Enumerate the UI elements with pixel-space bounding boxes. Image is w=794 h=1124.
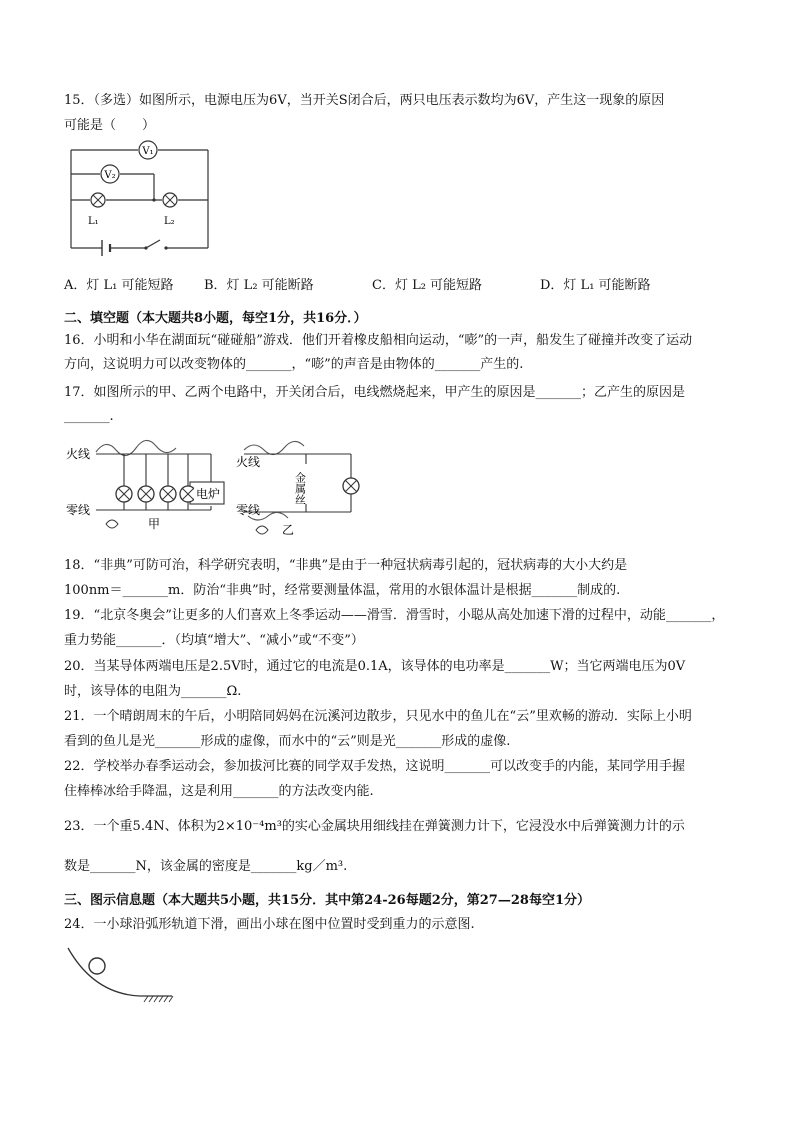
q15-line1: 15．（多选）如图所示，电源电压为6V，当开关S闭合后，两只电压表示数均为6V，产生这一现象的原因 (64, 93, 665, 108)
q21-line1: 21．一个晴朗周末的午后，小明陪同妈妈在沅溪河边散步，只见水中的鱼儿在“云”里欢畅的游动．实际上小明 (64, 709, 692, 724)
q22-line1: 22．学校举办春季运动会，参加拔河比赛的同学双手发热，这说明_______可以改变手的内能，某同学用手握 (64, 759, 686, 774)
q23-line2: 数是_______N，该金属的密度是_______kg／m³. (64, 859, 348, 874)
q18-line2: 100nm＝_______m．防治“非典”时，经常要测量体温，常用的水银体温计是根据_______制成的. (64, 583, 621, 598)
switch-pivot (144, 246, 147, 249)
section3-heading: 三、图示信息题（本大题共5小题，共15分．其中第24-26每题2分，第27—28每空1分） (64, 893, 590, 908)
q15-option-c: C．灯 L₂ 可能短路 (372, 278, 483, 293)
q24-line1: 24．一小球沿弧形轨道下滑，画出小球在图中位置时受到重力的示意图. (64, 917, 475, 932)
v1-label: V₁ (142, 146, 154, 157)
q16-line1: 16．小明和小华在湖面玩“碰碰船”游戏．他们开着橡皮船相向运动，“嘭”的一声，船发生了碰撞并改变了运动 (64, 333, 693, 348)
live-wire-label-right: 火线 (236, 455, 261, 469)
ball-icon (89, 958, 105, 974)
heater-label: 电炉 (196, 487, 221, 501)
curved-track (68, 948, 140, 996)
ground-hatching (144, 996, 173, 1002)
q21-line2: 看到的鱼儿是光_______形成的虚像，而水中的“云”则是光_______形成的虚像. (64, 734, 511, 749)
q23-line1: 23．一个重5.4N、体积为2×10⁻⁴m³的实心金属块用细线挂在弹簧测力计下，它浸没水中后弹簧测力计的示 (64, 819, 685, 834)
q19-line1: 19．“北京冬奥会”让更多的人们喜欢上冬季运动——滑雪．滑雪时，小聪从高处加速下滑的过程中，动能_______， (64, 608, 725, 623)
q15-line2: 可能是（ ） (64, 118, 156, 133)
switch-contact (164, 246, 167, 249)
q15-circuit-diagram (66, 140, 216, 260)
flame-icon (106, 520, 118, 528)
section2-heading: 二、填空题（本大题共8小题，每空1分，共16分．） (64, 311, 367, 326)
figure-label-a: 甲 (148, 517, 161, 531)
v2-label: V₂ (104, 170, 116, 181)
q15-option-a: A．灯 L₁ 可能短路 (64, 278, 174, 293)
neutral-wire-label-left: 零线 (66, 503, 91, 517)
neutral-wire-label-right: 零线 (236, 503, 261, 517)
q18-line1: 18．“非典”可防可治，科学研究表明，“非典”是由于一种冠状病毒引起的，冠状病毒的大小大约是 (64, 558, 628, 573)
flame-icon (256, 526, 268, 534)
figure-label-b: 乙 (282, 523, 295, 537)
q19-line2: 重力势能_______．（均填“增大”、“减小”或“不变”） (64, 633, 364, 648)
q17-line1: 17．如图所示的甲、乙两个电路中，开关闭合后，电线燃烧起来，甲产生的原因是_______；乙产生的原因是 (64, 385, 686, 400)
metal-wire-label: 金属丝 (293, 472, 307, 505)
q17-circuit-figure (66, 428, 366, 550)
q22-line2: 住棒棒冰给手降温，这是利用_______的方法改变内能. (64, 784, 374, 799)
q20-line1: 20．当某导体两端电压是2.5V时，通过它的电流是0.1A，该导体的电功率是_______W；当它两端电压为0V (64, 659, 686, 674)
live-wire-label-left: 火线 (66, 447, 91, 461)
l2-label: L₂ (164, 216, 175, 227)
q24-track-figure (64, 942, 184, 1012)
l1-label: L₁ (88, 216, 99, 227)
q20-line2: 时，该导体的电阻为_______Ω. (64, 684, 242, 699)
q15-option-d: D．灯 L₁ 可能断路 (540, 278, 651, 293)
q17-line2: _______. (64, 409, 114, 424)
q15-option-b: B．灯 L₂ 可能断路 (204, 278, 314, 293)
q16-line2: 方向，这说明力可以改变物体的_______，“嘭”的声音是由物体的_______产生的. (64, 357, 524, 372)
